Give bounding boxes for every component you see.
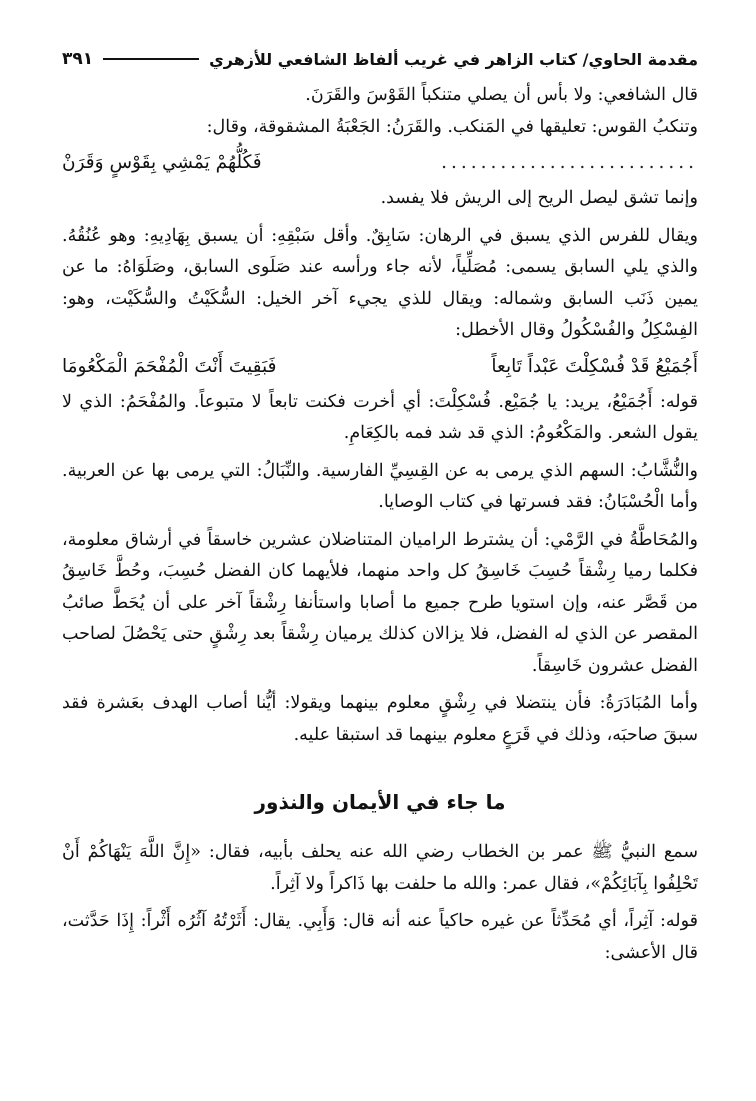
paragraph: وإنما تشق ليصل الريح إلى الريش فلا يفسد. [380, 188, 698, 208]
paragraph: والمُحَاطَّةُ في الرَّمْي: أن يشترط الراميان المتناضلان عشرين خاسقاً في أرشاق معلومة، فكلما رميا رِشْقاً حُسِبَ خَاسِقُ كل واحد منهما، فلأيهما كان الفضل حُسِبَ، وحُطَّ خَاسِقُ من قَصَّر عنه، وإن استويا طرح جميع ما أصابا واستأنفا رِشْقاً آخر على أن يُحَطَّ صائبُ المقصر عن الذي له الفضل، فلا يزالان كذلك يرميان رِشْقاً بعد رِشْقٍ حتى يَحْصُلَ لصاحب الفضل عشرون خَاسِقاً. [62, 529, 698, 676]
verse-line [62, 143, 698, 183]
paragraph: وتنكبُ القوس: تعليقها في المَنكب. والقَرَنُ: الجَعْبَةُ المشقوقة، وقال: [206, 116, 698, 137]
page-number: ٣٩١ [62, 49, 94, 69]
paragraph: قال الشافعي: ولا بأس أن يصلي متنكباً القَوْسَ والقَرَنَ. [305, 85, 698, 105]
paragraph: وأما المُبَادَرَةُ: فأن ينتضلا في رِشْقٍ معلوم بينهما ويقولا: أيُّنا أصاب الهدف بعَشرة فقد سبقَ صاحبَه، وذلك في قَرَعٍ معلوم بينهما قد استبقا عليه. [62, 693, 698, 745]
section-heading: ما جاء في الأيمان والنذور [254, 790, 506, 814]
verse-dots: .......................... [441, 152, 698, 173]
paragraph: قوله: آثِراً، أي مُحَدِّثاً عن غيره حاكياً عنه أنه قال: وَأَبِي. يقال: أَثَرْتُهُ آثُرُه أَثْراً: إِذَا حَدَّثت، قال الأعشى: [62, 911, 698, 963]
paragraph: سمع النبيُّ ﷺ عمر بن الخطاب رضي الله عنه يحلف بأبيه، فقال: «إِنَّ اللَّهَ يَنْهَاكُمْ أَنْ تَحْلِفُوا بِآبَائِكُمْ»، فقال عمر: والله ما حلفت بها ذَاكراً ولا آثِراً. [62, 842, 698, 894]
verse-hemistich-left: فَبَقِيتَ أَنْتَ الْمُفْحَمَ الْمَكْعُومَا [62, 355, 277, 377]
running-title: مقدمة الحاوي/ كتاب الزاهر في غريب ألفاظ الشافعي للأزهري [209, 49, 698, 69]
header-rule [103, 58, 199, 60]
paragraph: ويقال للفرس الذي يسبق في الرهان: سَابِقٌ. وأقل سَبْقِهِ: أن يسبق بِهَادِيهِ: وهو عُنُقُهُ. والذي يلي السابق يسمى: مُصَلِّياً، لأنه جاء ورأسه عند صَلَوى السابق، وصَلَوَاهُ: ما عن يمين ذَنَب السابق وشماله: ويقال للذي يجيء آخر الخيل: السُّكَيْتُ والسُّكَيْت، وهو: الفِسْكِلُ والفُسْكُولُ وقال الأخطل: [62, 225, 698, 340]
paragraph: قوله: أَجُمَيْعُ، يريد: يا جُمَيْع. فُسْكِلْتَ: أي أخرت فكنت تابعاً لا متبوعاً. والمُفْحَمُ: الذي لا يقول الشعر. والمَكْعُومُ: الذي قد شد فمه بالكِعَامِ. [62, 391, 698, 443]
verse-line [62, 347, 698, 387]
page-body [62, 80, 698, 969]
page-header [62, 44, 698, 74]
verse-hemistich-right: أَجُمَيْعُ قَدْ فُسْكِلْتَ عَبْداً تَابِعاً [491, 355, 698, 377]
paragraph: والنُّشَّابُ: السهم الذي يرمى به عن القِسِيِّ الفارسية. والنِّبَالُ: التي يرمى بها عن العربية. وأما الْحُسْبَانُ: فقد فسرتها في كتاب الوصايا. [62, 460, 698, 512]
verse-hemistich: فَكُلُّهُمْ يَمْشِي بِقَوْسٍ وَقَرَنْ [62, 152, 262, 173]
